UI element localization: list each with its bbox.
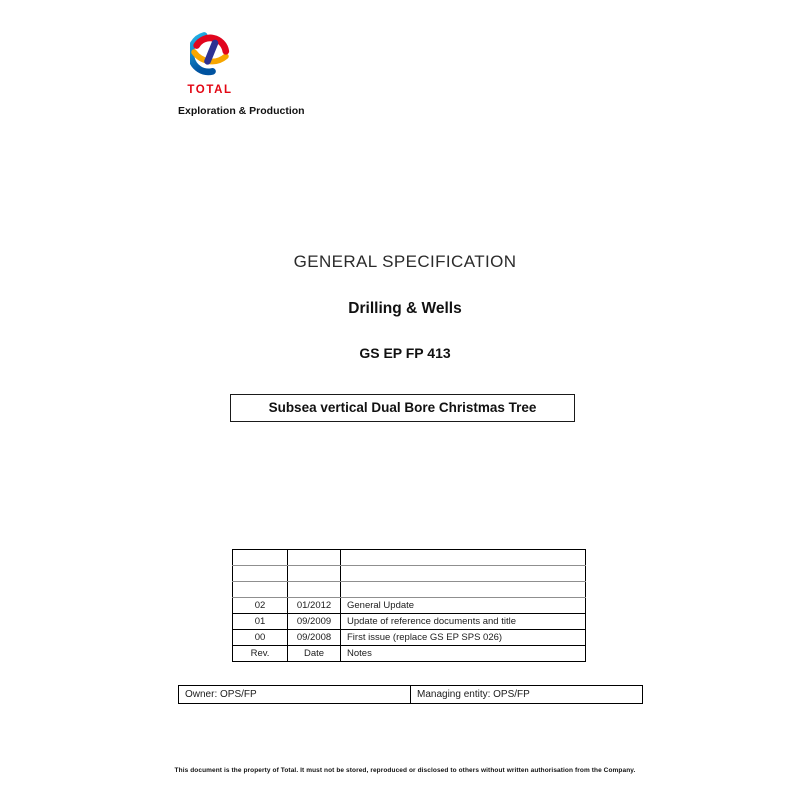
managing-entity-cell: Managing entity: OPS/FP bbox=[411, 686, 643, 704]
date-cell: 01/2012 bbox=[288, 598, 341, 614]
ownership-table bbox=[178, 685, 643, 704]
date-cell bbox=[288, 582, 341, 598]
owner-cell: Owner: OPS/FP bbox=[179, 686, 411, 704]
property-notice: This document is the property of Total. It must not be stored, reproduced or disclosed to others without written authorisation from the Company. bbox=[174, 767, 636, 774]
rev-header-cell: Rev. bbox=[233, 646, 288, 662]
rev-cell bbox=[233, 566, 288, 582]
rev-cell bbox=[233, 550, 288, 566]
total-globe-icon bbox=[190, 30, 230, 76]
table-row bbox=[233, 566, 586, 582]
date-cell bbox=[288, 550, 341, 566]
brand-logo bbox=[186, 30, 234, 96]
table-row bbox=[233, 614, 586, 630]
notes-cell: Update of reference documents and title bbox=[341, 614, 586, 630]
discipline-title: Drilling & Wells bbox=[348, 300, 462, 317]
doc-subject-title: Subsea vertical Dual Bore Christmas Tree bbox=[268, 400, 537, 415]
date-cell bbox=[288, 566, 341, 582]
date-cell: 09/2009 bbox=[288, 614, 341, 630]
brand-wordmark: TOTAL bbox=[187, 84, 233, 96]
date-header-cell: Date bbox=[288, 646, 341, 662]
rev-cell: 01 bbox=[233, 614, 288, 630]
doc-code: GS EP FP 413 bbox=[359, 345, 451, 361]
rev-cell bbox=[233, 582, 288, 598]
notes-cell: General Update bbox=[341, 598, 586, 614]
notes-header-cell: Notes bbox=[341, 646, 586, 662]
table-row bbox=[233, 598, 586, 614]
table-row bbox=[233, 630, 586, 646]
notes-cell bbox=[341, 550, 586, 566]
doc-type-title: GENERAL SPECIFICATION bbox=[293, 252, 517, 271]
table-row bbox=[233, 550, 586, 566]
brand-division-label: Exploration & Production bbox=[178, 105, 305, 117]
table-row bbox=[179, 686, 643, 704]
notes-cell bbox=[341, 566, 586, 582]
doc-subject-box bbox=[230, 394, 575, 422]
table-row bbox=[233, 582, 586, 598]
notes-cell: First issue (replace GS EP SPS 026) bbox=[341, 630, 586, 646]
date-cell: 09/2008 bbox=[288, 630, 341, 646]
rev-cell: 00 bbox=[233, 630, 288, 646]
notes-cell bbox=[341, 582, 586, 598]
rev-cell: 02 bbox=[233, 598, 288, 614]
table-header-row bbox=[233, 646, 586, 662]
revision-history-table bbox=[232, 549, 586, 662]
